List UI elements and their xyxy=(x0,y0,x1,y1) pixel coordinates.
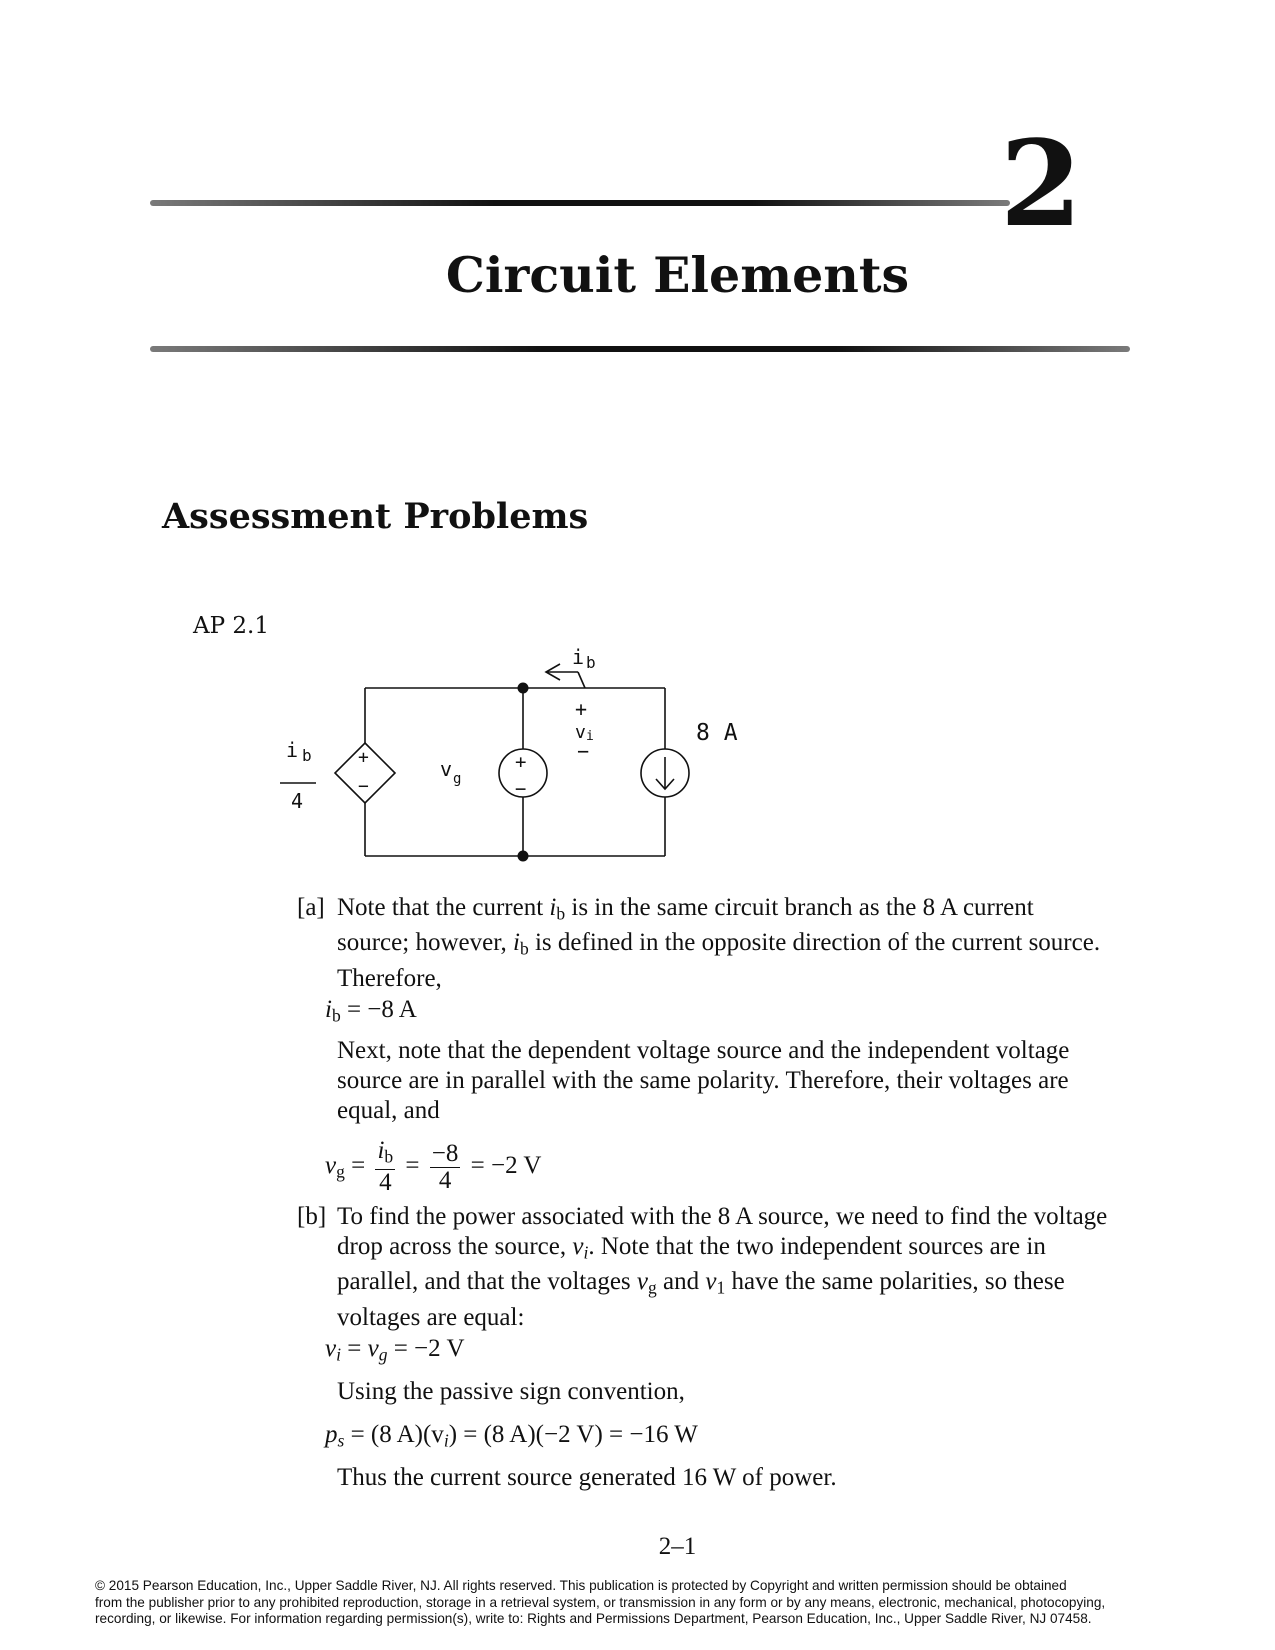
vg-sub: g xyxy=(453,771,462,787)
part-a-paragraph-2: Next, note that the dependent voltage source and the independent voltage source are in parallel with the same polarity. Therefore, their voltages are equal, and xyxy=(337,1037,1070,1124)
vg-label: v xyxy=(440,757,453,781)
part-a-equation-2: $v_g$ = $\frac{i_b}{4}$ = $\frac{-8}{4}$ = −2 V xyxy=(325,1137,542,1197)
part-b-paragraph-3: Thus the current source generated 16 W of power. xyxy=(337,1464,837,1491)
part-b-paragraph-2: Using the passive sign convention, xyxy=(337,1378,685,1405)
copyright-line: recording, or likewise. For information regarding permission(s), write to: Rights and Permissions Department, Pearson Education, Inc., Upper Saddle River, NJ 07458. xyxy=(95,1611,1092,1627)
vi-label: v xyxy=(575,722,586,743)
part-a-paragraph-1: Note that the current $i_b$ is in the same circuit branch as the 8 A current source; however, $i_b$ is defined in the opposite direction of the current source. Therefore, xyxy=(337,894,1101,992)
vg-minus: − xyxy=(515,778,527,800)
chapter-top-rule xyxy=(150,200,1010,206)
page-number: 2–1 xyxy=(658,1533,697,1560)
chapter-bottom-rule xyxy=(150,346,1130,352)
dep-source-numerator: i xyxy=(286,738,299,762)
problem-label: AP 2.1 xyxy=(193,613,269,639)
current-source-label: 8 A xyxy=(696,720,738,746)
part-a-equation-1: $i_b = -8$ A xyxy=(325,996,417,1026)
vi-sub: i xyxy=(586,729,594,744)
vi-minus: − xyxy=(577,739,590,763)
chapter-title: Circuit Elements xyxy=(445,246,910,304)
part-a-label: [a] xyxy=(297,894,325,921)
ib-arrow-sub: b xyxy=(586,653,596,672)
ib-arrow-tail xyxy=(578,672,585,688)
circuit-diagram xyxy=(280,640,760,880)
dep-source-denominator: 4 xyxy=(291,789,304,813)
dep-source-minus: − xyxy=(358,776,369,797)
copyright-notice xyxy=(95,1578,1215,1628)
copyright-line: © 2015 Pearson Education, Inc., Upper Saddle River, NJ. All rights reserved. This publication is protected by Copyright and written permission should be obtained xyxy=(95,1578,1067,1593)
part-b-paragraph-1: To find the power associated with the 8 A source, we need to find the voltage drop across the source, $v_i$. Note that the two independent sources are in parallel, and that the voltages $v_g$ and $v_1$ have the same polarities, so these voltages are equal: xyxy=(337,1203,1108,1331)
part-b-equation-1: $v_i = v_g = -2$ V xyxy=(325,1335,465,1365)
node-top xyxy=(518,683,529,694)
node-bottom xyxy=(518,851,529,862)
vi-plus: + xyxy=(575,697,588,721)
section-heading: Assessment Problems xyxy=(162,496,589,537)
part-b-label: [b] xyxy=(297,1203,327,1230)
dep-source-numerator-sub: b xyxy=(302,746,312,765)
part-b-equation-2: $p_s = (8$ $A)(v_i) = (8$ A)(−2 V) = −16 W xyxy=(325,1421,698,1451)
dep-source-plus: + xyxy=(358,747,369,768)
chapter-number: 2 xyxy=(1000,114,1083,253)
vg-plus: + xyxy=(515,751,527,773)
copyright-line: from the publisher prior to any prohibited reproduction, storage in a retrieval system, or transmission in any form or by any means, electronic, mechanical, photocopying, xyxy=(95,1594,1106,1610)
ib-arrow-label: i xyxy=(572,645,585,669)
